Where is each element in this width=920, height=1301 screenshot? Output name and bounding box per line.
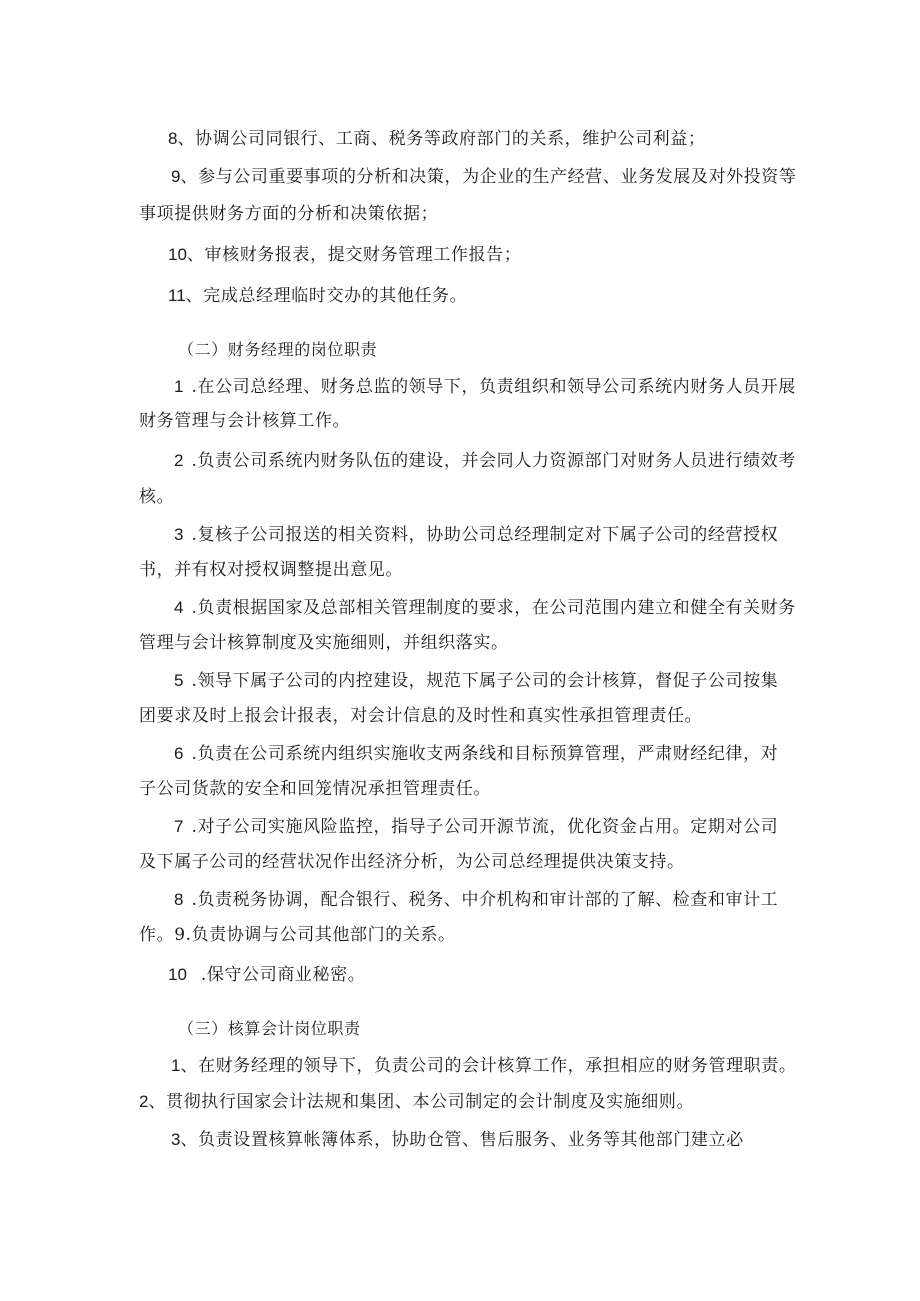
line-text: 管理与会计核算制度及实施细则，并组织落实。 bbox=[139, 633, 509, 653]
line-text: .负责在公司系统内组织实施收支两条线和目标预算管理，严肃财经纪律，对 bbox=[191, 744, 779, 764]
item-number: 2 bbox=[139, 1092, 149, 1111]
heading-text: （二）财务经理的岗位职责 bbox=[178, 340, 378, 359]
paragraph-line bbox=[171, 1129, 744, 1151]
line-text: .在公司总经理、财务总监的领导下，负责组织和领导公司系统内财务人员开展 bbox=[191, 377, 796, 397]
line-text: 子公司货款的安全和回笼情况承担管理责任。 bbox=[139, 779, 491, 799]
line-text: .领导下属子公司的内控建设，规范下属子公司的会计核算，督促子公司按集 bbox=[191, 671, 779, 691]
section-heading bbox=[178, 339, 377, 361]
line-text: .复核子公司报送的相关资料，协助公司总经理制定对下属子公司的经营授权 bbox=[191, 525, 779, 545]
paragraph-line bbox=[139, 559, 403, 581]
paragraph-line bbox=[174, 670, 778, 692]
line-text: 、审核财务报表，提交财务管理工作报告； bbox=[186, 245, 522, 265]
paragraph-line bbox=[174, 450, 796, 472]
line-text: .保守公司商业秘密。 bbox=[200, 965, 366, 985]
line-text: 团要求及时上报会计报表，对会计信息的及时性和真实性承担管理责任。 bbox=[139, 706, 703, 726]
paragraph-line bbox=[168, 128, 705, 150]
line-text: 财务管理与会计核算工作。 bbox=[139, 411, 351, 431]
paragraph-line bbox=[174, 816, 778, 838]
paragraph-line bbox=[171, 1055, 796, 1077]
paragraph-line bbox=[139, 203, 438, 225]
paragraph-line bbox=[174, 597, 796, 619]
paragraph-line bbox=[139, 410, 350, 432]
line-text: 核。 bbox=[139, 487, 175, 507]
line-text: 、贯彻执行国家会计法规和集团、本公司制定的会计制度及实施细则。 bbox=[148, 1092, 695, 1112]
line-text: .对子公司实施风险监控，指导子公司开源节流，优化资金占用。定期对公司 bbox=[191, 817, 779, 837]
heading-text: （三）核算会计岗位职责 bbox=[178, 1019, 361, 1038]
item-number: 4 bbox=[174, 598, 184, 617]
item-number: 7 bbox=[174, 817, 184, 836]
line-text: .负责根据国家及总部相关管理制度的要求，在公司范围内建立和健全有关财务 bbox=[191, 598, 796, 618]
line-text: .负责税务协调，配合银行、税务、中介机构和审计部的了解、检查和审计工 bbox=[191, 890, 779, 910]
paragraph-line bbox=[139, 705, 702, 727]
line-text: 、在财务经理的领导下，负责公司的会计核算工作，承担相应的财务管理职责。 bbox=[180, 1056, 797, 1076]
item-number: 8 bbox=[168, 129, 178, 148]
item-number: 6 bbox=[174, 744, 184, 763]
paragraph-line bbox=[139, 632, 509, 654]
line-text: 、完成总经理临时交办的其他任务。 bbox=[185, 286, 468, 306]
paragraph-line bbox=[139, 486, 174, 508]
line-text: 事项提供财务方面的分析和决策依据； bbox=[139, 204, 439, 224]
line-text: 、协调公司同银行、工商、税务等政府部门的关系，维护公司利益； bbox=[177, 129, 706, 149]
line-text: 作。9.负责协调与公司其他部门的关系。 bbox=[139, 925, 456, 945]
paragraph-line bbox=[174, 743, 778, 765]
line-text: 书，并有权对授权调整提出意见。 bbox=[139, 560, 403, 580]
line-text: .负责公司系统内财务队伍的建设，并会同人力资源部门对财务人员进行绩效考 bbox=[191, 451, 796, 471]
paragraph-line bbox=[139, 1091, 694, 1113]
item-number: 10 bbox=[168, 245, 187, 264]
paragraph-line bbox=[168, 964, 365, 986]
item-number: 2 bbox=[174, 451, 184, 470]
paragraph-line bbox=[174, 376, 796, 398]
item-number: 1 bbox=[174, 377, 184, 396]
item-number: 3 bbox=[171, 1130, 181, 1149]
item-number: 11 bbox=[168, 286, 186, 305]
item-number: 3 bbox=[174, 525, 184, 544]
paragraph-line bbox=[168, 244, 521, 266]
line-text: 、负责设置核算帐簿体系，协助仓管、售后服务、业务等其他部门建立必 bbox=[180, 1130, 744, 1150]
item-number: 10 bbox=[168, 965, 187, 984]
item-number: 8 bbox=[174, 890, 184, 909]
paragraph-line bbox=[174, 524, 778, 546]
line-text: 、参与公司重要事项的分析和决策，为企业的生产经营、业务发展及对外投资等 bbox=[180, 167, 797, 187]
paragraph-line bbox=[139, 924, 456, 946]
paragraph-line bbox=[171, 166, 796, 188]
item-number: 5 bbox=[174, 671, 184, 690]
paragraph-line bbox=[139, 851, 685, 873]
item-number: 9 bbox=[171, 167, 181, 186]
paragraph-line bbox=[174, 889, 778, 911]
item-number: 1 bbox=[171, 1056, 181, 1075]
paragraph-line bbox=[168, 285, 467, 307]
line-text: 及下属子公司的经营状况作出经济分析，为公司总经理提供决策支持。 bbox=[139, 852, 685, 872]
section-heading bbox=[178, 1018, 361, 1040]
paragraph-line bbox=[139, 778, 491, 800]
